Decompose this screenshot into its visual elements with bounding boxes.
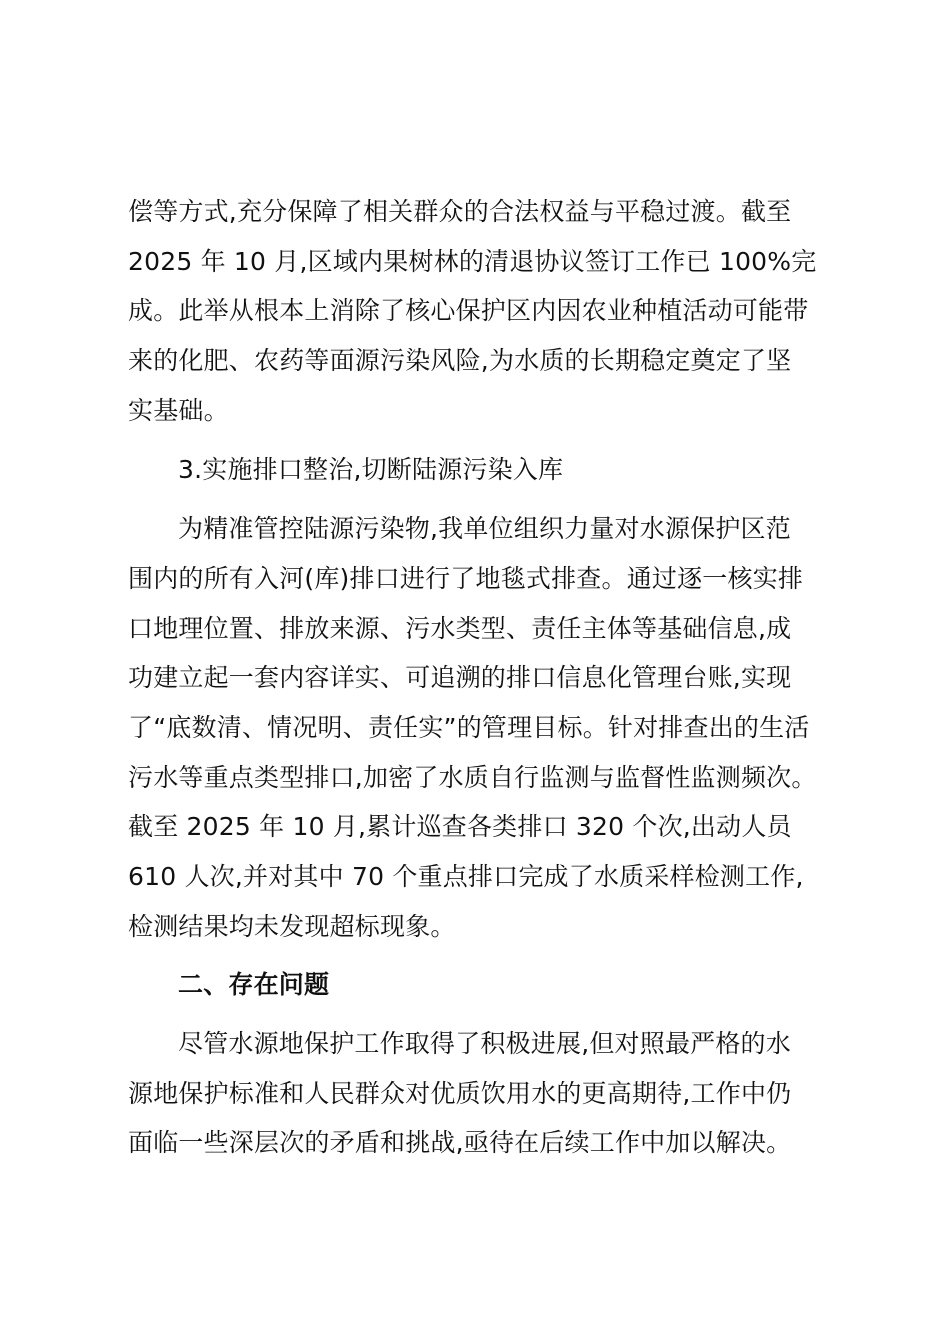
paragraph-3-line-2: 源地保护标准和人民群众对优质饮用水的更高期待,工作中仍 bbox=[128, 1079, 792, 1108]
paragraph-1-line-3: 成。此举从根本上消除了核心保护区内因农业种植活动可能带 bbox=[128, 296, 809, 325]
paragraph-2-line-9: 检测结果均未发现超标现象。 bbox=[128, 912, 456, 941]
paragraph-1-line-1: 偿等方式,充分保障了相关群众的合法权益与平稳过渡。截至 bbox=[128, 197, 792, 226]
paragraph-2-line-5: 了“底数清、情况明、责任实”的管理目标。针对排查出的生活 bbox=[128, 713, 810, 742]
paragraph-1-line-4: 来的化肥、农药等面源污染风险,为水质的长期稳定奠定了坚 bbox=[128, 346, 792, 375]
paragraph-2-line-3: 口地理位置、排放来源、污水类型、责任主体等基础信息,成 bbox=[128, 614, 792, 643]
paragraph-2-line-6: 污水等重点类型排口,加密了水质自行监测与监督性监测频次。 bbox=[128, 763, 817, 792]
paragraph-1-line-2: 2025 年 10 月,区域内果树林的清退协议签订工作已 100%完 bbox=[128, 247, 817, 276]
paragraph-2-line-8: 610 人次,并对其中 70 个重点排口完成了水质采样检测工作, bbox=[128, 862, 804, 891]
section-heading: 二、存在问题 bbox=[178, 970, 330, 999]
paragraph-2-line-7: 截至 2025 年 10 月,累计巡查各类排口 320 个次,出动人员 bbox=[128, 812, 792, 841]
paragraph-3-line-3: 面临一些深层次的矛盾和挑战,亟待在后续工作中加以解决。 bbox=[128, 1128, 792, 1157]
paragraph-2-line-4: 功建立起一套内容详实、可追溯的排口信息化管理台账,实现 bbox=[128, 663, 792, 692]
paragraph-2-line-1: 为精准管控陆源污染物,我单位组织力量对水源保护区范 bbox=[178, 514, 791, 543]
subheading-3: 3.实施排口整治,切断陆源污染入库 bbox=[178, 455, 564, 484]
paragraph-1-line-5: 实基础。 bbox=[128, 396, 229, 425]
paragraph-2-line-2: 围内的所有入河(库)排口进行了地毯式排查。通过逐一核实排 bbox=[128, 564, 804, 593]
paragraph-3-line-1: 尽管水源地保护工作取得了积极进展,但对照最严格的水 bbox=[178, 1029, 791, 1058]
